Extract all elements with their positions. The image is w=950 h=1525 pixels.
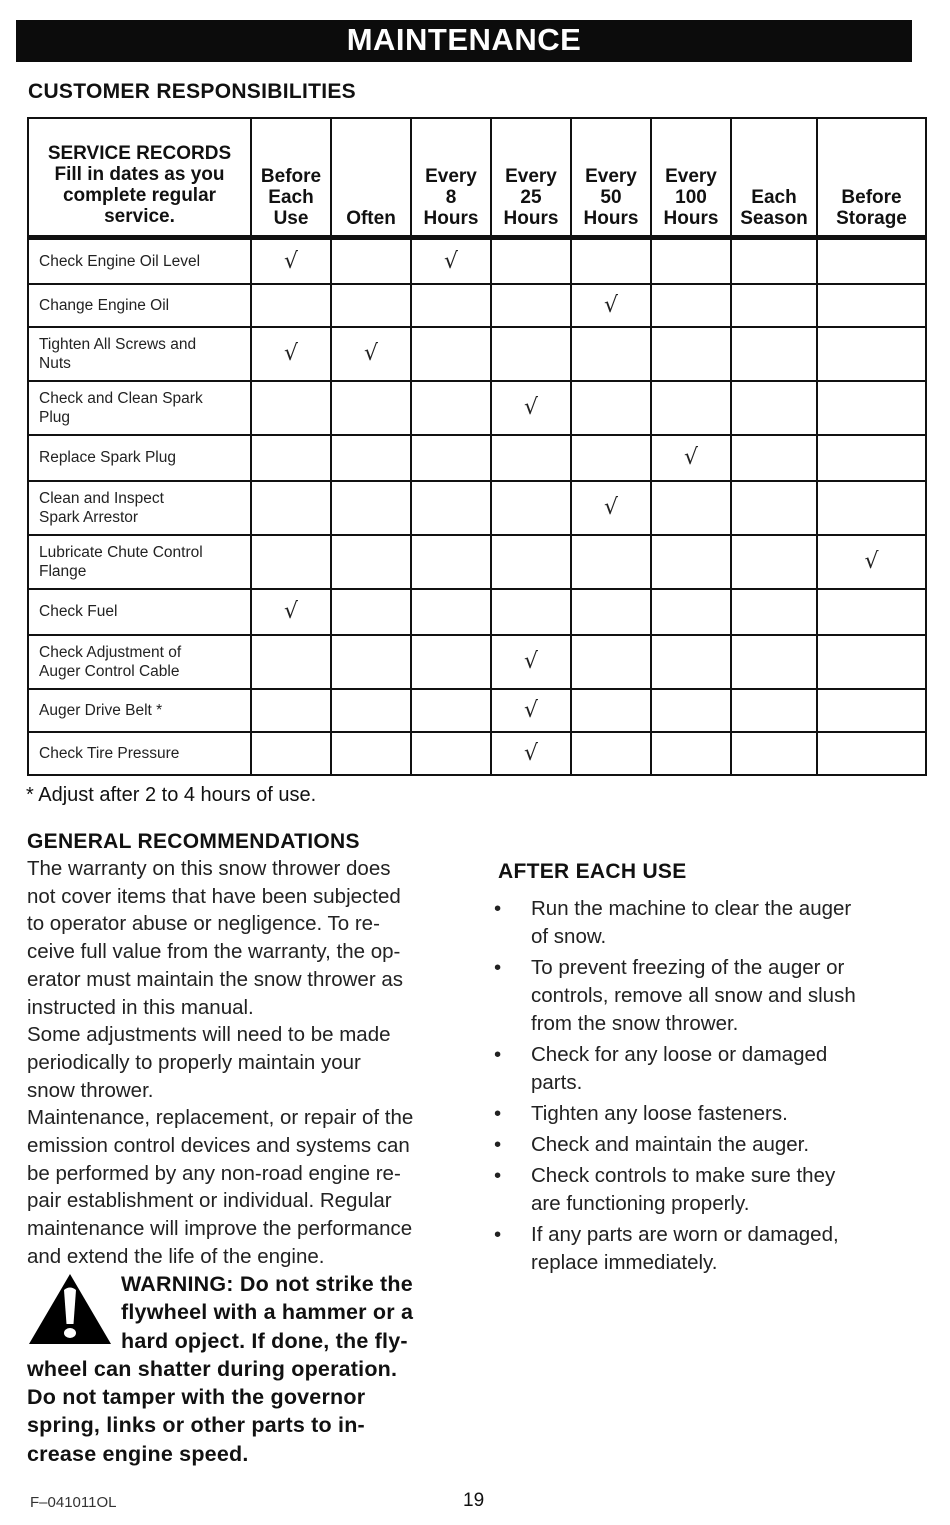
check-mark: √ [864,549,879,574]
schedule-cell [571,589,651,635]
task-cell [28,238,251,284]
schedule-cell [817,435,926,481]
table-row [28,689,926,732]
column-header-line: Season [740,208,808,229]
schedule-cell [731,689,817,732]
schedule-cell [571,435,651,481]
schedule-cell [331,732,411,775]
column-header [28,118,251,238]
schedule-cell [571,535,651,589]
schedule-cell [491,238,571,284]
body-text-line: periodically to properly maintain your [27,1050,361,1074]
schedule-cell [491,435,571,481]
task-label: Nuts [39,354,71,372]
list-item [490,954,920,1038]
schedule-cell [651,589,731,635]
schedule-cell [331,381,411,435]
schedule-cell [731,589,817,635]
check-mark: √ [603,495,619,520]
list-item [490,895,920,951]
schedule-cell [411,238,491,284]
schedule-cell [411,689,491,732]
body-text-line: emission control devices and systems can [27,1134,410,1158]
schedule-cell [331,327,411,381]
task-cell [28,635,251,689]
list-item-line: from the snow thrower. [531,1012,739,1035]
schedule-cell [491,284,571,327]
body-text-line: The warranty on this snow thrower does [27,857,391,880]
bullet-icon: • [494,956,502,979]
list-item-line: If any parts are worn or damaged, [531,1223,839,1246]
column-header [491,118,571,238]
task-cell [28,435,251,481]
bullet-icon: • [494,1223,502,1246]
warning-block [27,1270,457,1468]
table-row [28,732,926,775]
schedule-cell [331,535,411,589]
after-each-use-heading: AFTER EACH USE [498,860,687,883]
schedule-cell [731,435,817,481]
task-label: Tighten All Screws and [39,335,197,353]
schedule-cell [331,238,411,284]
schedule-cell [411,635,491,689]
column-header [571,118,651,238]
task-label: Lubricate Chute Control [39,543,203,561]
column-header-line: Often [346,208,396,229]
list-item [490,1131,920,1159]
task-label: Check Tire Pressure [39,744,180,762]
schedule-cell [411,284,491,327]
body-text-line: snow thrower. [27,1078,154,1102]
column-header [411,118,491,238]
task-cell [28,481,251,535]
task-cell [28,284,251,327]
schedule-cell [571,381,651,435]
schedule-cell [651,689,731,732]
schedule-cell [571,481,651,535]
schedule-cell [651,435,731,481]
body-text-line: erator must maintain the snow thrower as [27,967,403,991]
body-text-line: ceive full value from the warranty, the op- [27,940,401,964]
column-header [817,118,926,238]
column-header-line: Hours [663,208,719,229]
document-code: F–041011OL [30,1494,117,1511]
schedule-cell [331,284,411,327]
column-header-line: Each [268,187,314,208]
bullet-icon: • [494,1102,502,1125]
schedule-cell [817,327,926,381]
bullet-icon: • [494,1133,502,1156]
schedule-cell [411,589,491,635]
warning-text-line: WARNING: Do not strike the [121,1272,413,1296]
column-header-line: Hours [423,208,479,229]
task-cell [28,689,251,732]
list-item-line: Check and maintain the auger. [531,1133,810,1156]
check-mark: √ [683,445,699,470]
table-row [28,535,926,589]
task-cell [28,589,251,635]
service-records-table [27,117,927,776]
task-label: Check and Clean Spark [39,389,203,407]
schedule-cell [651,535,731,589]
task-label: Check Engine Oil Level [39,252,201,270]
schedule-cell [817,381,926,435]
schedule-cell [651,481,731,535]
schedule-cell [331,635,411,689]
schedule-cell [731,381,817,435]
column-header-line: Before [841,187,902,208]
schedule-cell [331,481,411,535]
schedule-cell [491,481,571,535]
task-label: Change Engine Oil [39,296,170,314]
schedule-cell [411,327,491,381]
table-row [28,238,926,284]
warning-triangle-icon [27,1272,113,1346]
body-text-line: Maintenance, replacement, or repair of the [27,1106,414,1130]
schedule-cell [651,381,731,435]
warning-text-line: flywheel with a hammer or a [121,1300,414,1325]
list-item-line: To prevent freezing of the auger or [531,956,845,979]
schedule-cell [571,635,651,689]
column-header-line: Every [505,166,557,187]
schedule-cell [817,589,926,635]
body-text-line: be performed by any non-road engine re- [27,1161,401,1185]
schedule-cell [331,435,411,481]
table-row [28,381,926,435]
body-text-line: Some adjustments will need to be made [27,1023,391,1047]
general-recommendations-heading: GENERAL RECOMMENDATIONS [27,830,360,853]
schedule-cell [817,284,926,327]
schedule-cell [731,481,817,535]
schedule-cell [411,535,491,589]
warning-text-line: spring, links or other parts to in- [27,1413,365,1438]
column-header [251,118,331,238]
body-text-line: and extend the life of the engine. [27,1244,325,1268]
warning-text-line: wheel can shatter during operation. [27,1356,398,1381]
column-header-line: Storage [836,208,907,229]
bullet-icon: • [494,897,502,920]
schedule-cell [411,381,491,435]
table-row [28,481,926,535]
table-header-row [28,118,926,238]
schedule-cell [491,589,571,635]
check-mark: √ [283,599,299,624]
task-label: Spark Arrestor [39,508,139,526]
schedule-cell [251,689,331,732]
body-text-line: not cover items that have been subjected [27,884,401,908]
body-text-line: to operator abuse or negligence. To re- [27,912,380,936]
page-number: 19 [463,1490,485,1511]
list-item-line: are functioning properly. [531,1192,750,1215]
check-mark: √ [363,341,379,366]
check-mark: √ [603,292,619,318]
schedule-cell [571,732,651,775]
table-row [28,327,926,381]
task-cell [28,535,251,589]
column-header-line: SERVICE RECORDS [47,143,232,164]
schedule-cell [411,435,491,481]
check-mark: √ [523,395,539,420]
column-header-line: Before [260,166,322,187]
task-label: Check Fuel [39,603,118,620]
column-header-line: 50 [600,187,622,208]
list-item [490,1100,920,1128]
bullet-icon: • [494,1043,502,1066]
customer-responsibilities-heading: CUSTOMER RESPONSIBILITIES [28,80,356,103]
schedule-cell [251,327,331,381]
table-row [28,635,926,689]
schedule-cell [817,238,926,284]
schedule-cell [571,327,651,381]
table-row [28,284,926,327]
schedule-cell [411,732,491,775]
schedule-cell [731,327,817,381]
check-mark: √ [443,248,459,274]
list-item-line: of snow. [531,925,607,948]
column-header-line: service. [104,206,175,227]
schedule-cell [817,535,926,589]
column-header [731,118,817,238]
list-item-line: Check controls to make sure they [531,1164,836,1187]
column-header-line: 8 [445,187,457,208]
list-item-line: parts. [531,1071,583,1094]
column-header-line: Use [273,208,309,229]
task-label: Flange [39,562,87,580]
list-item [490,1162,920,1218]
schedule-cell [731,284,817,327]
check-mark: √ [523,697,539,723]
schedule-cell [571,689,651,732]
list-item-line: Run the machine to clear the auger [531,897,852,920]
task-cell [28,327,251,381]
schedule-cell [817,732,926,775]
check-mark: √ [283,341,299,366]
task-cell [28,732,251,775]
column-header-line: Hours [583,208,639,229]
table-row [28,435,926,481]
schedule-cell [251,635,331,689]
schedule-cell [651,732,731,775]
bullet-icon: • [494,1164,502,1187]
list-item [490,1041,920,1097]
list-item-line: controls, remove all snow and slush [531,984,856,1007]
body-text-line: maintenance will improve the performance [27,1217,413,1241]
schedule-cell [251,435,331,481]
schedule-cell [251,589,331,635]
column-header-line: Fill in dates as you [54,164,225,185]
check-mark: √ [283,248,299,274]
column-header-line: Every [665,166,717,187]
schedule-cell [491,689,571,732]
column-header-line: Hours [503,208,559,229]
task-label: Clean and Inspect [39,489,164,507]
schedule-cell [731,635,817,689]
warning-text-line: hard opject. If done, the fly- [121,1328,408,1353]
column-header-line: Every [425,166,477,187]
task-label: Plug [39,408,71,426]
list-item [490,1221,920,1277]
column-header-line: Every [585,166,637,187]
task-label: Auger Control Cable [39,662,180,680]
schedule-cell [651,284,731,327]
schedule-cell [817,481,926,535]
schedule-cell [817,635,926,689]
check-mark: √ [523,649,539,674]
schedule-cell [731,238,817,284]
schedule-cell [331,689,411,732]
body-text-line: instructed in this manual. [27,995,254,1019]
warning-text-line: crease engine speed. [27,1441,249,1466]
schedule-cell [651,238,731,284]
schedule-cell [251,238,331,284]
general-recommendations-body [27,855,457,1271]
schedule-cell [731,535,817,589]
column-header-line: Each [751,187,797,208]
schedule-cell [731,732,817,775]
body-text-line: pair establishment or individual. Regular [27,1189,392,1213]
task-label: Replace Spark Plug [39,449,176,466]
list-item-line: Tighten any loose fasteners. [531,1102,788,1125]
schedule-cell [491,327,571,381]
schedule-cell [251,381,331,435]
column-header [331,118,411,238]
schedule-cell [491,381,571,435]
schedule-cell [251,535,331,589]
schedule-cell [331,589,411,635]
task-cell [28,381,251,435]
task-label: Auger Drive Belt * [39,701,163,719]
schedule-cell [251,284,331,327]
column-header-line: complete regular [62,185,217,206]
schedule-cell [491,635,571,689]
schedule-cell [651,327,731,381]
column-header [651,118,731,238]
column-header-line: 25 [520,187,542,208]
schedule-cell [411,481,491,535]
list-item-line: Check for any loose or damaged [531,1043,828,1066]
schedule-cell [491,535,571,589]
schedule-cell [251,732,331,775]
task-label: Check Adjustment of [39,643,182,661]
page-banner: MAINTENANCE [16,20,912,62]
check-mark: √ [523,740,539,766]
schedule-cell [651,635,731,689]
schedule-cell [571,238,651,284]
schedule-cell [251,481,331,535]
after-each-use-list [490,895,920,1280]
column-header-line: 100 [675,187,707,208]
schedule-cell [491,732,571,775]
table-row [28,589,926,635]
warning-text-line: Do not tamper with the governor [27,1385,366,1410]
footnote: * Adjust after 2 to 4 hours of use. [26,784,317,806]
schedule-cell [817,689,926,732]
schedule-cell [571,284,651,327]
list-item-line: replace immediately. [531,1251,718,1274]
